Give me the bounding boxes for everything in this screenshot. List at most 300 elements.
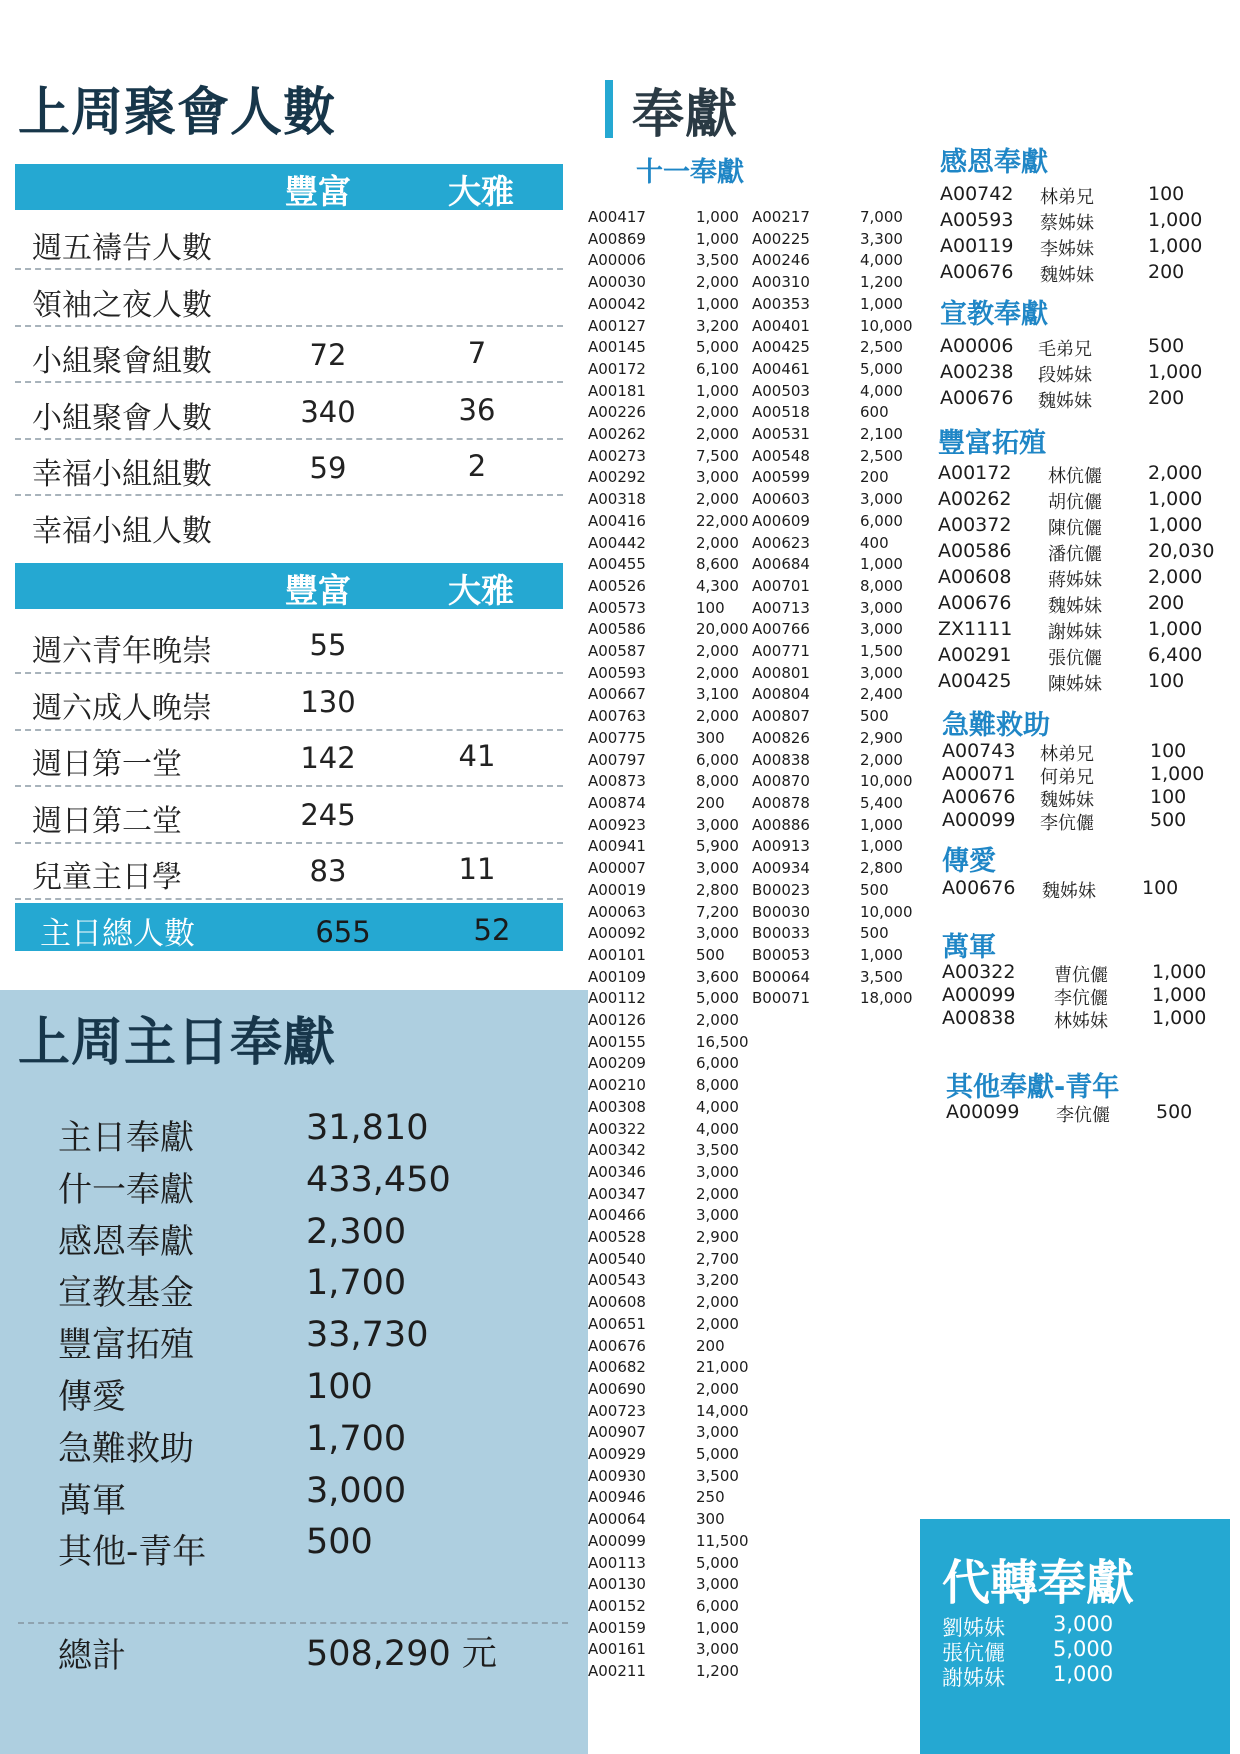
attendance-value-daya: 36 bbox=[458, 392, 496, 427]
tithe-entry bbox=[588, 1053, 749, 1075]
tithe-code: A00006 bbox=[588, 251, 646, 270]
tithe-entry bbox=[588, 316, 749, 338]
tithe-amount: 2,000 bbox=[696, 403, 739, 422]
donor-amount: 1,000 bbox=[1150, 763, 1205, 785]
tithe-code: A00099 bbox=[588, 1531, 646, 1550]
attendance-title: 上周聚會人數 bbox=[18, 83, 337, 143]
tithe-code: A00172 bbox=[588, 359, 646, 378]
total-fengfu: 655 bbox=[315, 915, 371, 949]
tithe-entry bbox=[588, 489, 749, 511]
donor-name: 毛弟兄 bbox=[1038, 339, 1092, 360]
donor-amount: 100 bbox=[1142, 877, 1179, 899]
summary-item-value: 31,810 bbox=[306, 1108, 429, 1148]
tithe-code: A00226 bbox=[588, 403, 646, 422]
summary-item-value: 100 bbox=[306, 1367, 373, 1407]
tithe-amount: 3,200 bbox=[696, 316, 739, 335]
offering-title: 奉獻 bbox=[632, 85, 739, 145]
tithe-code: A00466 bbox=[588, 1206, 646, 1225]
tithe-code: A00318 bbox=[588, 490, 646, 509]
tithe-entry bbox=[752, 902, 913, 924]
tithe-code: A00455 bbox=[588, 555, 646, 574]
tithe-amount: 2,000 bbox=[696, 663, 739, 682]
tithe-entry bbox=[588, 1401, 749, 1423]
tithe-code: A00923 bbox=[588, 815, 646, 834]
tithe-code: A00353 bbox=[752, 294, 810, 313]
tithe-entry bbox=[752, 229, 913, 251]
tithe-amount: 2,000 bbox=[696, 1293, 739, 1312]
tithe-amount: 2,000 bbox=[696, 425, 739, 444]
donor-amount: 1,000 bbox=[1148, 209, 1203, 231]
tithe-amount: 14,000 bbox=[696, 1401, 749, 1420]
tithe-code: A00211 bbox=[588, 1662, 646, 1681]
tithe-list-col1 bbox=[588, 207, 749, 1683]
tithe-code: A00155 bbox=[588, 1032, 646, 1051]
donor-code: A00099 bbox=[946, 1101, 1020, 1123]
tithe-amount: 3,000 bbox=[696, 1575, 739, 1594]
tithe-amount: 1,000 bbox=[860, 945, 903, 964]
tithe-amount: 3,000 bbox=[696, 1162, 739, 1181]
tithe-entry bbox=[752, 858, 913, 880]
tithe-code: A00573 bbox=[588, 598, 646, 617]
tithe-entry bbox=[588, 511, 749, 533]
tithe-amount: 6,000 bbox=[696, 750, 739, 769]
row-divider bbox=[15, 898, 563, 900]
tithe-code: A00442 bbox=[588, 533, 646, 552]
tithe-amount: 4,000 bbox=[696, 1097, 739, 1116]
tithe-code: A00518 bbox=[752, 403, 810, 422]
tithe-entry bbox=[588, 1010, 749, 1032]
tithe-code: B00033 bbox=[752, 924, 811, 943]
tithe-code: A00092 bbox=[588, 924, 646, 943]
tithe-amount: 1,000 bbox=[696, 229, 739, 248]
offering-section-title: 傳愛 bbox=[942, 846, 996, 877]
tithe-amount: 5,000 bbox=[696, 1553, 739, 1572]
attendance-row-label: 週日第二堂 bbox=[32, 803, 182, 839]
tithe-amount: 21,000 bbox=[696, 1358, 749, 1377]
tithe-amount: 3,500 bbox=[696, 1141, 739, 1160]
tithe-code: A00126 bbox=[588, 1011, 646, 1030]
tithe-entry bbox=[588, 207, 749, 229]
tithe-entry bbox=[588, 663, 749, 685]
tithe-amount: 1,500 bbox=[860, 642, 903, 661]
attendance-row-label: 週六成人晚崇 bbox=[32, 690, 212, 726]
tithe-entry bbox=[588, 1509, 749, 1531]
tithe-code: A00775 bbox=[588, 728, 646, 747]
tithe-amount: 4,300 bbox=[696, 576, 739, 595]
attendance-value-daya: 41 bbox=[458, 739, 496, 773]
tithe-entry bbox=[588, 1249, 749, 1271]
row-divider bbox=[15, 494, 563, 496]
tithe-code: A00113 bbox=[588, 1553, 646, 1572]
offering-section-title: 豐富拓殖 bbox=[938, 428, 1046, 459]
donor-name: 謝姊妹 bbox=[1048, 622, 1102, 643]
row-divider bbox=[15, 438, 563, 440]
donor-name: 魏姊妹 bbox=[1038, 391, 1092, 412]
tithe-entry bbox=[752, 836, 913, 858]
tithe-code: A00874 bbox=[588, 793, 646, 812]
tithe-code: A00209 bbox=[588, 1054, 646, 1073]
row-divider bbox=[15, 785, 563, 787]
donor-code: A00372 bbox=[938, 514, 1012, 536]
tithe-amount: 2,700 bbox=[696, 1249, 739, 1268]
tithe-entry bbox=[752, 619, 913, 641]
tithe-entry bbox=[752, 641, 913, 663]
tithe-code: A00130 bbox=[588, 1575, 646, 1594]
tithe-code: A00540 bbox=[588, 1249, 646, 1268]
tithe-amount: 1,200 bbox=[860, 273, 903, 292]
tithe-entry bbox=[588, 1618, 749, 1640]
offering-section-title: 宣教奉獻 bbox=[940, 299, 1048, 330]
tithe-entry bbox=[588, 554, 749, 576]
donor-code: A00586 bbox=[938, 540, 1012, 562]
donor-name: 林姊妹 bbox=[1054, 1011, 1108, 1032]
tithe-code: A00907 bbox=[588, 1423, 646, 1442]
tithe-title: 十一奉獻 bbox=[636, 157, 744, 188]
tithe-code: A00878 bbox=[752, 793, 810, 812]
tithe-code: A00667 bbox=[588, 685, 646, 704]
tithe-amount: 3,300 bbox=[860, 229, 903, 248]
tithe-entry bbox=[752, 728, 913, 750]
tithe-entry bbox=[588, 1487, 749, 1509]
transfer-title: 代轉奉獻 bbox=[942, 1555, 1135, 1611]
tithe-code: A00181 bbox=[588, 381, 646, 400]
tithe-amount: 8,000 bbox=[696, 1076, 739, 1095]
tithe-code: A00217 bbox=[752, 208, 810, 226]
tithe-entry bbox=[752, 207, 913, 229]
tithe-amount: 3,000 bbox=[696, 924, 739, 943]
tithe-entry bbox=[752, 967, 913, 989]
donor-code: A00676 bbox=[940, 387, 1014, 409]
donor-name: 蔡姊妹 bbox=[1040, 213, 1094, 234]
donor-code: A00676 bbox=[942, 786, 1016, 808]
tithe-amount: 6,000 bbox=[860, 511, 903, 530]
tithe-code: A00608 bbox=[588, 1293, 646, 1312]
attendance-value-fengfu: 245 bbox=[300, 797, 356, 832]
tithe-entry bbox=[588, 1184, 749, 1206]
attendance-row-label: 小組聚會組數 bbox=[32, 344, 212, 379]
donor-code: A00071 bbox=[942, 763, 1016, 785]
tithe-entry bbox=[752, 446, 913, 468]
tithe-code: A00913 bbox=[752, 837, 810, 856]
donor-amount: 1,000 bbox=[1148, 235, 1203, 257]
donor-name: 段姊妹 bbox=[1038, 365, 1092, 386]
tithe-amount: 3,000 bbox=[860, 490, 903, 509]
tithe-code: A00873 bbox=[588, 772, 646, 791]
tithe-amount: 1,000 bbox=[696, 1618, 739, 1637]
tithe-amount: 3,500 bbox=[860, 967, 903, 986]
row-divider bbox=[15, 325, 563, 327]
tithe-entry bbox=[588, 272, 749, 294]
tithe-amount: 3,000 bbox=[860, 663, 903, 682]
tithe-entry bbox=[752, 511, 913, 533]
summary-total-value: 508,290 元 bbox=[306, 1634, 497, 1674]
donor-amount: 500 bbox=[1156, 1101, 1193, 1123]
tithe-code: A00322 bbox=[588, 1119, 646, 1138]
tithe-code: A00531 bbox=[752, 425, 810, 444]
tithe-entry bbox=[588, 446, 749, 468]
tithe-code: A00417 bbox=[588, 208, 646, 226]
tithe-code: A00127 bbox=[588, 316, 646, 335]
tithe-amount: 10,000 bbox=[860, 772, 913, 791]
tithe-code: A00225 bbox=[752, 229, 810, 248]
tithe-amount: 4,000 bbox=[860, 381, 903, 400]
tithe-entry bbox=[588, 337, 749, 359]
tithe-amount: 10,000 bbox=[860, 316, 913, 335]
summary-item-value: 2,300 bbox=[306, 1211, 407, 1252]
tithe-entry bbox=[588, 706, 749, 728]
tithe-entry bbox=[588, 1357, 749, 1379]
summary-item-label: 感恩奉獻 bbox=[58, 1221, 194, 1262]
summary-item-label: 萬軍 bbox=[58, 1480, 126, 1521]
tithe-entry bbox=[588, 771, 749, 793]
tithe-entry bbox=[588, 1314, 749, 1336]
donor-name: 陳伉儷 bbox=[1048, 518, 1102, 539]
tithe-code: A00210 bbox=[588, 1076, 646, 1095]
tithe-entry bbox=[588, 1596, 749, 1618]
donor-name: 魏姊妹 bbox=[1042, 881, 1096, 902]
tithe-entry bbox=[752, 684, 913, 706]
offering-section-title: 急難救助 bbox=[942, 710, 1050, 741]
tithe-entry bbox=[588, 988, 749, 1010]
col-daya-label: 大雅 bbox=[448, 172, 514, 211]
tithe-amount: 7,200 bbox=[696, 902, 739, 921]
tithe-entry bbox=[588, 598, 749, 620]
tithe-code: A00599 bbox=[752, 468, 810, 487]
tithe-entry bbox=[588, 815, 749, 837]
tithe-entry bbox=[752, 880, 913, 902]
tithe-amount: 2,000 bbox=[696, 1184, 739, 1203]
tithe-code: A00797 bbox=[588, 750, 646, 769]
tithe-entry bbox=[588, 1574, 749, 1596]
donor-code: A00262 bbox=[938, 488, 1012, 510]
donor-amount: 20,030 bbox=[1148, 540, 1215, 562]
tithe-entry bbox=[588, 750, 749, 772]
tithe-code: A00342 bbox=[588, 1141, 646, 1160]
tithe-entry bbox=[588, 902, 749, 924]
tithe-amount: 8,600 bbox=[696, 555, 739, 574]
donor-amount: 1,000 bbox=[1148, 361, 1203, 383]
donor-code: A00099 bbox=[942, 984, 1016, 1006]
donor-amount: 6,400 bbox=[1148, 644, 1203, 666]
tithe-entry bbox=[588, 619, 749, 641]
tithe-code: B00023 bbox=[752, 880, 811, 899]
row-divider bbox=[15, 729, 563, 731]
tithe-code: A00609 bbox=[752, 511, 810, 530]
donor-name: 蔣姊妹 bbox=[1048, 570, 1102, 591]
tithe-entry bbox=[588, 1227, 749, 1249]
summary-item-label: 主日奉獻 bbox=[58, 1118, 194, 1158]
donor-code: A00119 bbox=[940, 235, 1014, 257]
donor-code: A00291 bbox=[938, 644, 1012, 666]
tithe-entry bbox=[752, 988, 913, 1010]
tithe-amount: 300 bbox=[696, 728, 725, 747]
summary-item-label: 急難救助 bbox=[58, 1428, 194, 1469]
summary-item-label: 傳愛 bbox=[58, 1377, 126, 1417]
summary-item-label: 其他-青年 bbox=[58, 1532, 207, 1573]
tithe-amount: 3,000 bbox=[696, 1423, 739, 1442]
offering-summary-panel bbox=[0, 990, 588, 1754]
tithe-amount: 2,000 bbox=[696, 1379, 739, 1398]
tithe-amount: 4,000 bbox=[860, 251, 903, 270]
summary-item-value: 500 bbox=[306, 1522, 373, 1563]
attendance-row-label: 領袖之夜人數 bbox=[32, 287, 212, 323]
tithe-entry bbox=[588, 467, 749, 489]
donor-code: A00593 bbox=[940, 209, 1014, 231]
donor-amount: 1,000 bbox=[1152, 961, 1207, 983]
donor-name: 李伉儷 bbox=[1040, 813, 1094, 834]
row-divider bbox=[15, 381, 563, 383]
tithe-entry bbox=[588, 1661, 749, 1683]
tithe-amount: 300 bbox=[696, 1510, 725, 1529]
tithe-amount: 18,000 bbox=[860, 989, 913, 1008]
tithe-code: A00763 bbox=[588, 707, 646, 726]
donor-amount: 500 bbox=[1150, 809, 1187, 831]
tithe-amount: 3,000 bbox=[696, 1640, 739, 1659]
tithe-entry bbox=[588, 1032, 749, 1054]
tithe-code: A00152 bbox=[588, 1597, 646, 1615]
donor-amount: 1,000 bbox=[1148, 488, 1203, 510]
row-divider bbox=[15, 842, 563, 844]
tithe-amount: 1,000 bbox=[860, 837, 903, 856]
donor-code: A00238 bbox=[940, 361, 1014, 383]
tithe-code: A00461 bbox=[752, 359, 810, 378]
tithe-entry bbox=[588, 1119, 749, 1141]
tithe-entry bbox=[752, 576, 913, 598]
attendance-value-daya: 11 bbox=[458, 852, 496, 886]
donor-code: A00676 bbox=[938, 592, 1012, 614]
attendance-total-row bbox=[15, 903, 563, 951]
donor-name: 陳姊妹 bbox=[1048, 674, 1102, 695]
attendance-row-label: 小組聚會人數 bbox=[32, 400, 212, 436]
tithe-entry bbox=[588, 1140, 749, 1162]
tithe-amount: 2,000 bbox=[696, 533, 739, 552]
total-daya: 52 bbox=[473, 913, 511, 947]
col-fengfu-label: 豐富 bbox=[285, 571, 351, 610]
tithe-entry bbox=[588, 1553, 749, 1575]
tithe-amount: 3,200 bbox=[696, 1271, 739, 1290]
tithe-code: A00101 bbox=[588, 945, 646, 964]
tithe-code: A00593 bbox=[588, 663, 646, 682]
tithe-amount: 7,000 bbox=[860, 208, 903, 226]
donor-amount: 1,000 bbox=[1152, 984, 1207, 1006]
tithe-entry bbox=[588, 1292, 749, 1314]
tithe-code: A00112 bbox=[588, 989, 646, 1008]
tithe-entry bbox=[588, 728, 749, 750]
tithe-entry bbox=[588, 1531, 749, 1553]
tithe-code: A00262 bbox=[588, 425, 646, 444]
tithe-code: A00826 bbox=[752, 728, 810, 747]
tithe-code: A00246 bbox=[752, 251, 810, 270]
tithe-entry bbox=[752, 598, 913, 620]
attendance-row-label: 幸福小組人數 bbox=[32, 513, 212, 549]
tithe-amount: 500 bbox=[860, 924, 889, 943]
tithe-code: A00064 bbox=[588, 1510, 646, 1529]
tithe-amount: 3,000 bbox=[860, 620, 903, 639]
summary-item-label: 宣教基金 bbox=[58, 1273, 194, 1314]
tithe-amount: 2,800 bbox=[860, 859, 903, 878]
tithe-code: A00528 bbox=[588, 1228, 646, 1247]
summary-item-label: 豐富拓殖 bbox=[58, 1325, 194, 1366]
tithe-amount: 2,000 bbox=[696, 707, 739, 726]
transfer-amount: 1,000 bbox=[1053, 1662, 1114, 1686]
tithe-code: A00603 bbox=[752, 490, 810, 509]
donor-amount: 2,000 bbox=[1148, 566, 1203, 588]
tithe-amount: 2,000 bbox=[696, 490, 739, 509]
attendance-row-label: 週五禱告人數 bbox=[32, 231, 212, 266]
tithe-amount: 2,100 bbox=[860, 425, 903, 444]
tithe-amount: 1,000 bbox=[860, 555, 903, 574]
tithe-amount: 500 bbox=[696, 945, 725, 964]
tithe-amount: 400 bbox=[860, 533, 889, 552]
offering-summary-title: 上周主日奉獻 bbox=[18, 1013, 337, 1073]
attendance-value-fengfu: 59 bbox=[309, 451, 347, 485]
tithe-amount: 3,000 bbox=[696, 468, 739, 487]
tithe-code: A00161 bbox=[588, 1640, 646, 1659]
tithe-code: A00869 bbox=[588, 229, 646, 248]
donor-code: A00425 bbox=[938, 670, 1012, 692]
tithe-code: A00804 bbox=[752, 685, 810, 704]
donor-amount: 500 bbox=[1148, 335, 1185, 357]
tithe-entry bbox=[588, 381, 749, 403]
donor-code: A00608 bbox=[938, 566, 1012, 588]
donor-code: A00172 bbox=[938, 462, 1012, 484]
tithe-entry bbox=[752, 402, 913, 424]
tithe-entry bbox=[752, 467, 913, 489]
donor-amount: 2,000 bbox=[1148, 462, 1203, 484]
tithe-code: A00159 bbox=[588, 1618, 646, 1637]
donor-amount: 1,000 bbox=[1152, 1007, 1207, 1029]
tithe-code: A00543 bbox=[588, 1271, 646, 1290]
col-daya-label: 大雅 bbox=[448, 571, 514, 610]
tithe-amount: 16,500 bbox=[696, 1032, 749, 1051]
transfer-amount: 3,000 bbox=[1053, 1612, 1114, 1636]
tithe-amount: 5,000 bbox=[696, 338, 739, 357]
tithe-entry bbox=[752, 554, 913, 576]
tithe-code: A00929 bbox=[588, 1445, 646, 1464]
tithe-code: A00690 bbox=[588, 1379, 646, 1398]
donor-name: 胡伉儷 bbox=[1048, 492, 1102, 513]
donor-name: 何弟兄 bbox=[1040, 767, 1094, 788]
tithe-code: B00053 bbox=[752, 945, 811, 964]
tithe-code: A00807 bbox=[752, 707, 810, 726]
donor-name: 林弟兄 bbox=[1040, 744, 1094, 765]
tithe-entry bbox=[752, 359, 913, 381]
donor-amount: 200 bbox=[1148, 261, 1185, 283]
tithe-code: A00941 bbox=[588, 837, 646, 856]
tithe-entry bbox=[752, 923, 913, 945]
tithe-code: A00526 bbox=[588, 576, 646, 595]
tithe-amount: 3,000 bbox=[696, 815, 739, 834]
transfer-name: 謝姊妹 bbox=[942, 1666, 1005, 1690]
tithe-code: A00886 bbox=[752, 815, 810, 834]
tithe-entry bbox=[752, 750, 913, 772]
tithe-entry bbox=[752, 381, 913, 403]
tithe-entry bbox=[752, 294, 913, 316]
attendance-row-label: 週日第一堂 bbox=[32, 747, 182, 782]
tithe-amount: 6,100 bbox=[696, 359, 739, 378]
tithe-entry bbox=[752, 250, 913, 272]
tithe-amount: 10,000 bbox=[860, 902, 913, 921]
summary-item-value: 1,700 bbox=[306, 1263, 407, 1304]
donor-name: 曹伉儷 bbox=[1054, 965, 1108, 986]
tithe-amount: 8,000 bbox=[696, 772, 739, 791]
tithe-amount: 2,400 bbox=[860, 685, 903, 704]
tithe-code: A00623 bbox=[752, 533, 810, 552]
tithe-entry bbox=[588, 793, 749, 815]
tithe-code: A00416 bbox=[588, 511, 646, 530]
tithe-code: A00308 bbox=[588, 1097, 646, 1116]
tithe-code: A00676 bbox=[588, 1336, 646, 1355]
